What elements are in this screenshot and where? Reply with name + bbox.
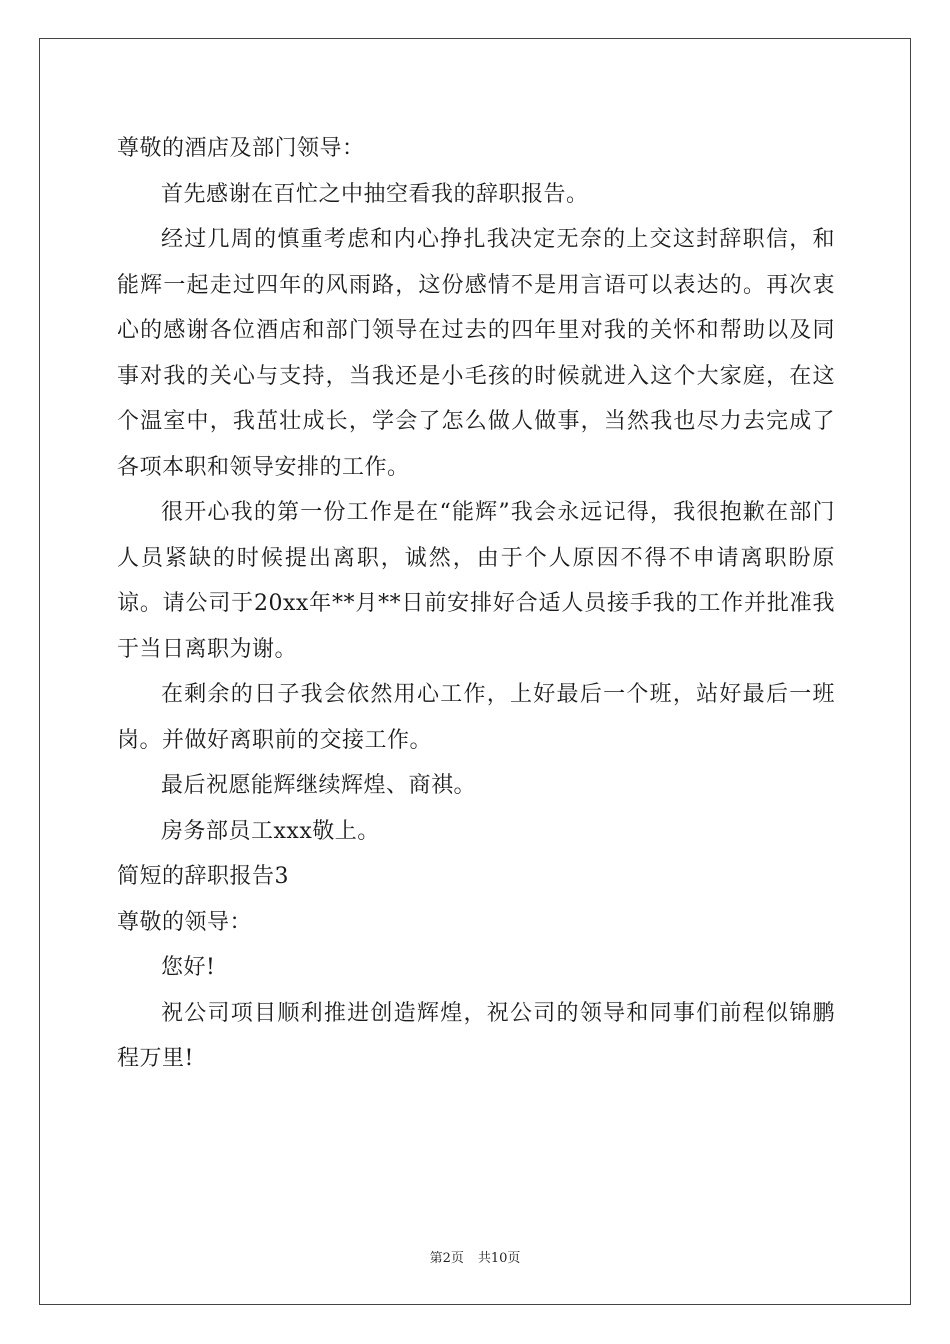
signature-line: 房务部员工xxx敬上。 (161, 818, 380, 844)
paragraph: 最后祝愿能辉继续辉煌、商祺。 (161, 773, 477, 798)
paragraph: 祝公司项目顺利推进创造辉煌，祝公司的领导和同事们前程似锦鹏程万里! (117, 1000, 835, 1071)
paragraph: 经过几周的慎重考虑和内心挣扎我决定无奈的上交这封辞职信，和能辉一起走过四年的风雨路，这份感情不是用言语可以表达的。再次衷心的感谢各位酒店和部门领导在过去的四年里对我的关怀和帮助以及同事对我的关心与支持，当我还是小毛孩的时候就进入这个大家庭，在这个温室中，我茁壮成长，学会了怎么做人做事，当然我也尽力去完成了各项本职和领导安排的工作。 (117, 227, 835, 480)
paragraph: 很开心我的第一份工作是在“能辉”我会永远记得，我很抱歉在部门人员紧缺的时候提出离职，诚然，由于个人原因不得不申请离职盼原谅。请公司于20xx年**月**日前安排好合适人员接手我的工作并批准我于当日离职为谢。 (117, 500, 835, 662)
page-number: 第2页 (429, 1251, 464, 1266)
page-total: 共10页 (477, 1251, 521, 1266)
paragraph: 在剩余的日子我会依然用心工作，上好最后一个班，站好最后一班岗。并做好离职前的交接工作。 (117, 682, 835, 753)
salutation: 尊敬的酒店及部门领导： (117, 136, 365, 161)
paragraph: 首先感谢在百忙之中抽空看我的辞职报告。 (161, 181, 589, 207)
section-title: 简短的辞职报告3 (117, 864, 289, 889)
page-footer (0, 1247, 950, 1266)
salutation: 尊敬的领导： (117, 909, 253, 935)
document-body (117, 126, 835, 1082)
greeting: 您好! (161, 955, 216, 980)
